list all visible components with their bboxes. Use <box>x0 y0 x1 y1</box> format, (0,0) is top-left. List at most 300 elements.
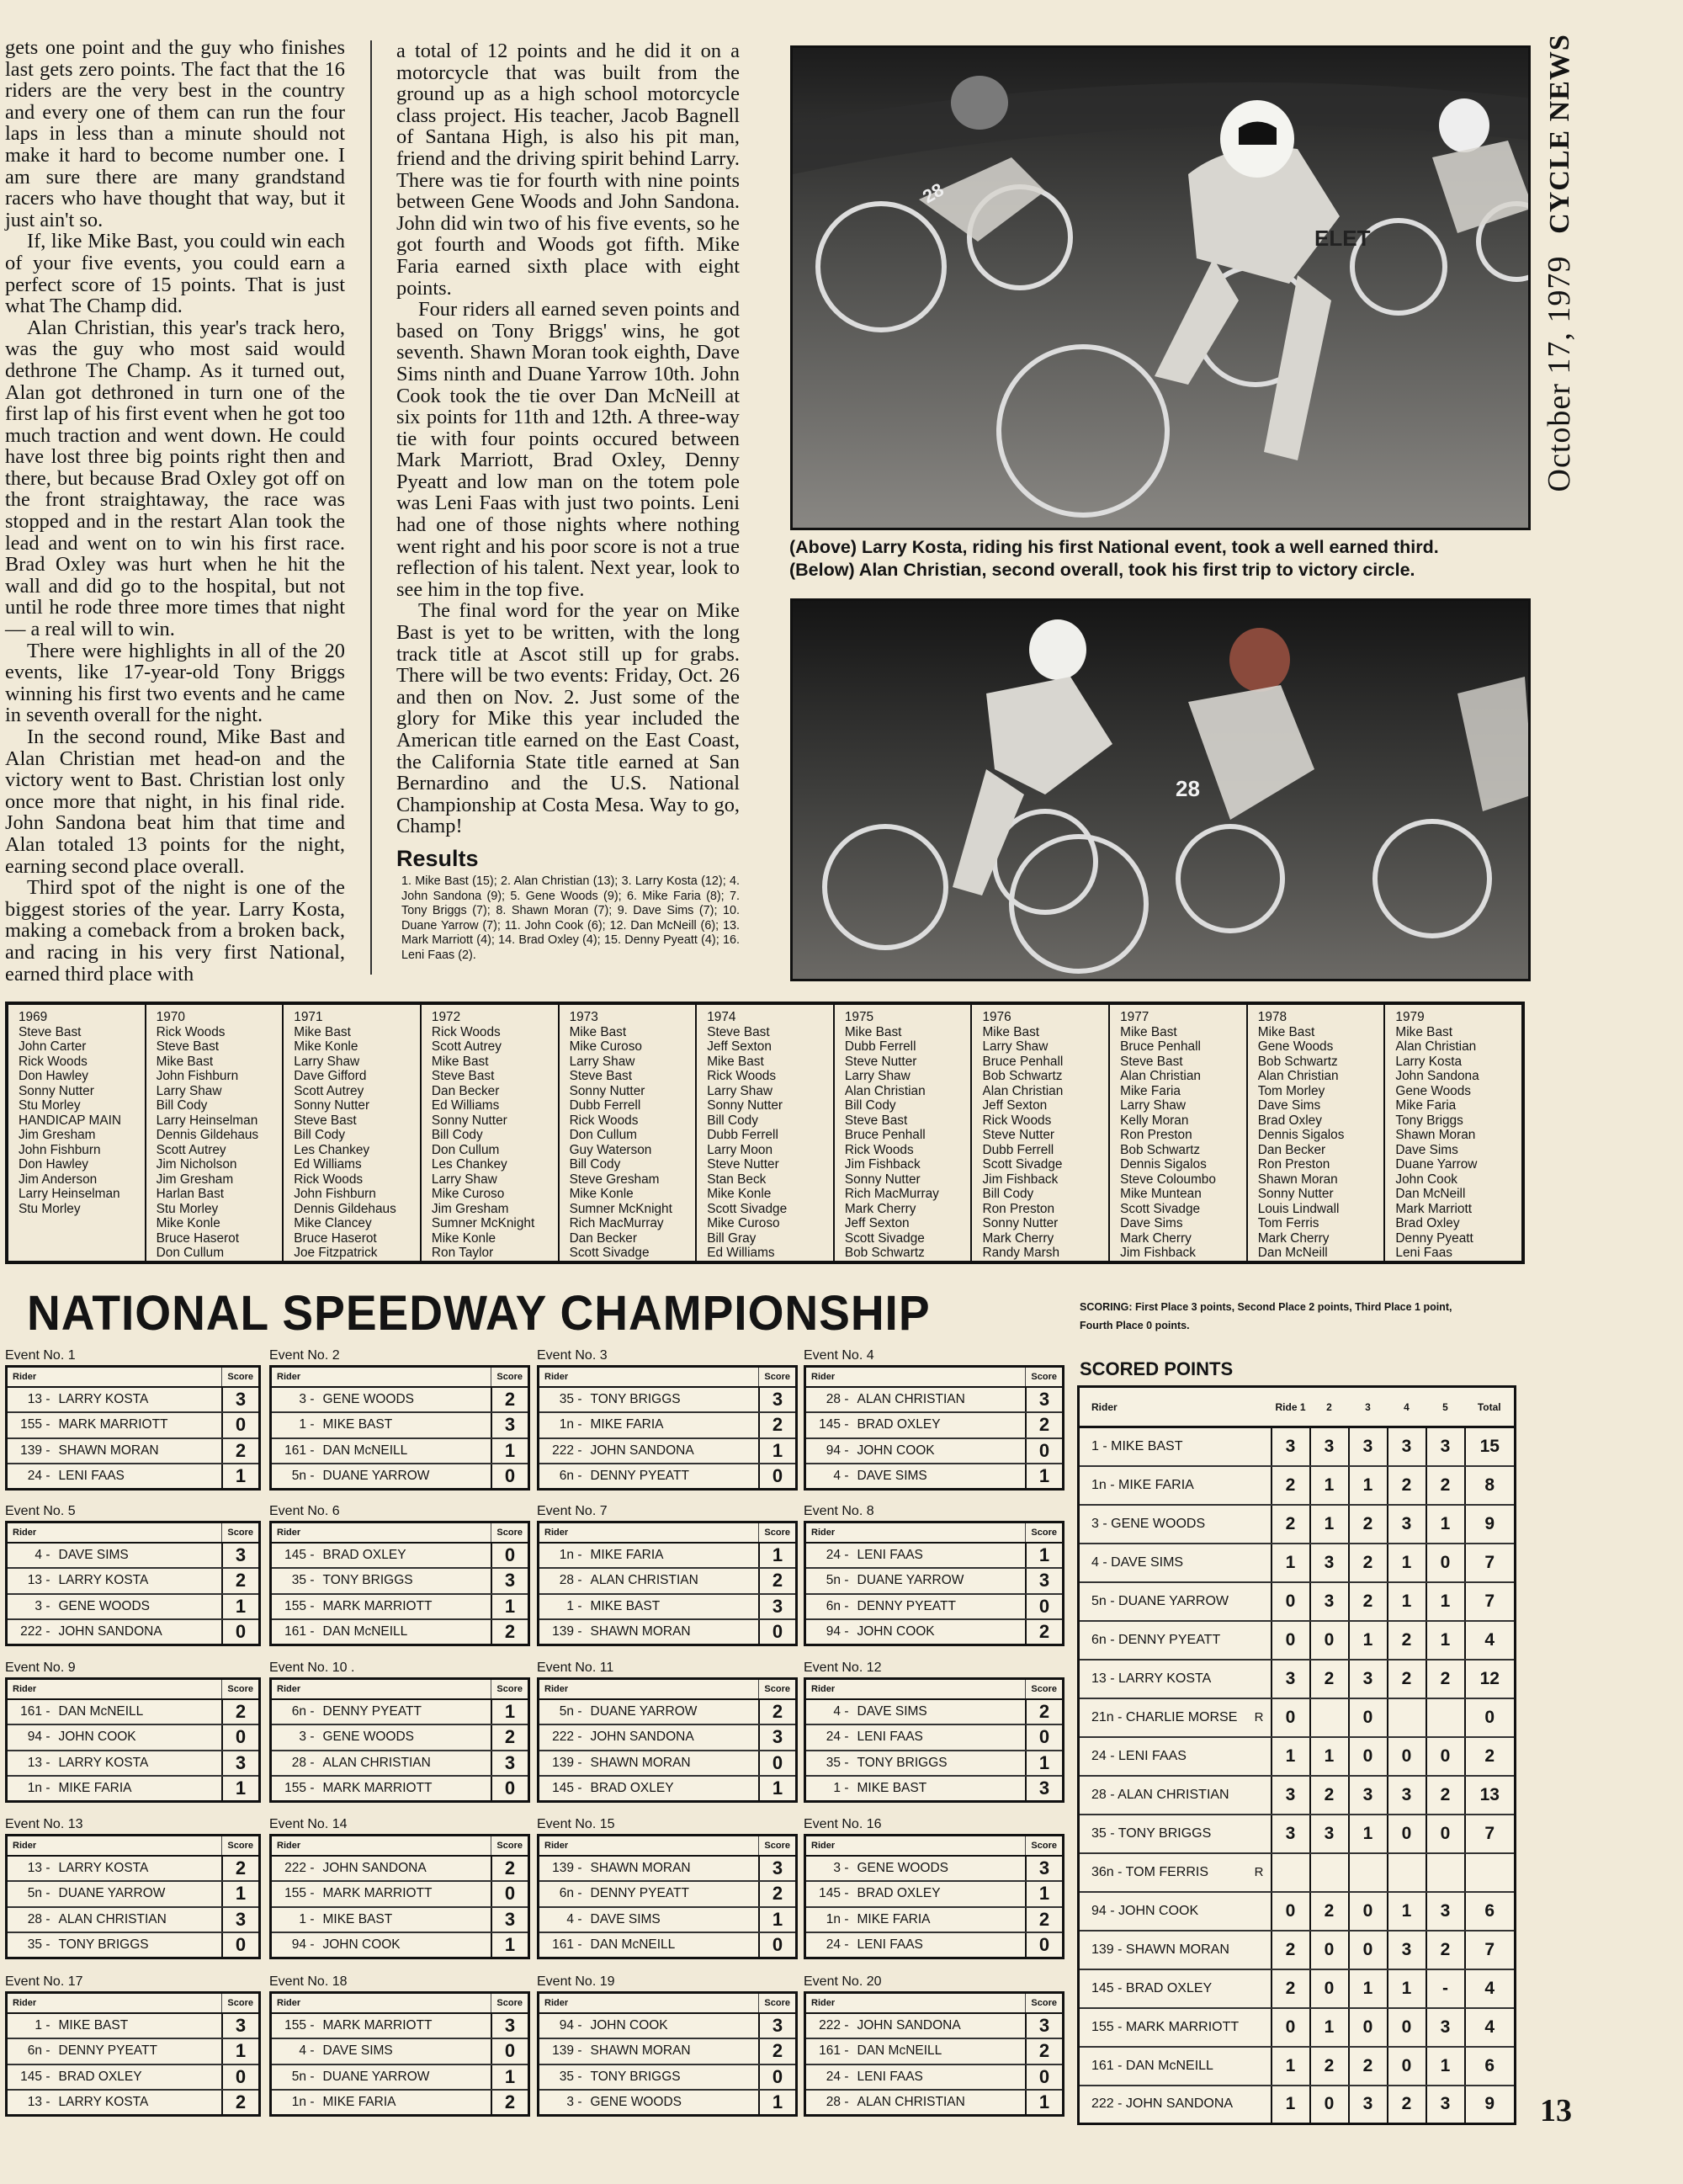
article-paragraph: Alan Christian, this year's track hero, was the guy who most said would dethrone The Champ. As it turned out, Alan got dethroned in turn one of the first lap of his first event when he got too much traction and went down. He could have lost three big points right then and there, but because Brad Oxley got off on the front straightaway, the race was stopped and in the restart Alan took the lead and went on to win his first race. Brad Oxley was hurt when he hit the wall and did go to the hospital, but not until he rode three more times that night — a real will to win. <box>5 316 345 641</box>
rider-number: 94 <box>1091 1903 1107 1918</box>
ride-points: 0 <box>1426 1544 1465 1582</box>
event-block <box>269 1502 530 1646</box>
points-row <box>1079 1621 1516 1660</box>
article-column-2 <box>396 40 740 964</box>
event-row <box>271 1412 529 1438</box>
rider-number: 161 - <box>7 1699 54 1725</box>
rider-name: Larry Heinselman <box>156 1113 258 1128</box>
event-row <box>271 1932 529 1958</box>
event-table <box>804 1677 1064 1803</box>
rider-entry <box>1079 1505 1248 1544</box>
rider-name: Sonny Nutter <box>982 1216 1059 1230</box>
event-row <box>7 2038 260 2064</box>
rider-header: Rider <box>7 1679 222 1699</box>
ride-points: 2 <box>1310 1776 1349 1815</box>
page-headline: NATIONAL SPEEDWAY CHAMPIONSHIP <box>27 1286 931 1341</box>
points-row <box>1079 1582 1516 1621</box>
ride-points: 3 <box>1426 1892 1465 1931</box>
rider-name: Sumner McKnight <box>569 1201 672 1216</box>
rider-name: JOHN SANDONA <box>1125 2096 1234 2112</box>
rider-name: Rick Woods <box>431 1024 501 1039</box>
rider-name: LARRY KOSTA <box>54 1568 222 1594</box>
rider-name: MARK MARRIOTT <box>1125 2019 1240 2034</box>
event-title: Event No. 4 <box>804 1348 874 1363</box>
plate-number-top-right: ELET <box>1314 226 1371 251</box>
total-points: 8 <box>1465 1466 1516 1505</box>
year-label: 1970 <box>156 1010 185 1024</box>
column-header: Total <box>1465 1387 1516 1427</box>
rider-score: 0 <box>491 1543 529 1569</box>
rider-number: 1 <box>1091 1438 1099 1453</box>
rider-score: 0 <box>1026 1932 1064 1958</box>
rider-name: LARRY KOSTA <box>54 1751 222 1777</box>
scored-points-title: SCORED POINTS <box>1080 1358 1234 1379</box>
rider-score: 1 <box>222 1464 260 1490</box>
rider-name: JOHN SANDONA <box>54 1619 222 1645</box>
score-header: Score <box>491 1836 529 1856</box>
rider-name: DAN McNEILL <box>318 1438 491 1464</box>
rider-score: 2 <box>1026 1699 1064 1725</box>
event-table <box>537 1834 798 1959</box>
ride-points: 0 <box>1272 1892 1310 1931</box>
year-label: 1978 <box>1257 1010 1287 1024</box>
ride-points: 3 <box>1272 1776 1310 1815</box>
rider-number: 6n - <box>539 1464 586 1490</box>
rider-name: JOHN COOK <box>318 1932 491 1958</box>
rider-entry <box>1079 1853 1248 1892</box>
rider-name: BRAD OXLEY <box>1125 1980 1213 1995</box>
event-row <box>271 1751 529 1777</box>
rider-name: Larry Shaw <box>1120 1098 1186 1113</box>
points-row <box>1079 2047 1516 2086</box>
rider-score: 3 <box>1026 1387 1064 1413</box>
event-row <box>539 1438 797 1464</box>
rider-score: 2 <box>759 2038 797 2064</box>
rider-number: 35 - <box>805 1751 852 1777</box>
ride-points: 3 <box>1349 2086 1388 2124</box>
total-points: 4 <box>1465 2008 1516 2047</box>
rider-name: Gene Woods <box>1257 1039 1334 1054</box>
rider-name: Mark Cherry <box>1120 1230 1192 1246</box>
event-row <box>7 1776 260 1802</box>
total-points <box>1465 1853 1516 1892</box>
rider-score: 3 <box>1026 2013 1064 2039</box>
total-points: 13 <box>1465 1776 1516 1815</box>
event-row <box>805 1412 1064 1438</box>
event-title: Event No. 15 <box>537 1817 615 1831</box>
rider-name: Steve Bast <box>431 1069 495 1083</box>
rider-score: 2 <box>1026 1907 1064 1933</box>
event-block <box>804 1659 1064 1803</box>
rider-name: Bruce Haserot <box>294 1230 377 1246</box>
event-row <box>539 1594 797 1620</box>
rider-name: Sonny Nutter <box>431 1113 507 1128</box>
ride-points <box>1310 1853 1349 1892</box>
rider-name: Steve Nutter <box>844 1054 917 1069</box>
event-row <box>805 1724 1064 1751</box>
rider-name: ALAN CHRISTIAN <box>318 1751 491 1777</box>
event-title: Event No. 13 <box>5 1817 83 1831</box>
event-table <box>5 1991 261 2117</box>
rider-score: 3 <box>759 2013 797 2039</box>
event-row <box>805 1543 1064 1569</box>
rider-name: DENNY PYEATT <box>318 1699 491 1725</box>
rider-name: Shawn Moran <box>1395 1128 1476 1142</box>
total-points: 4 <box>1465 1621 1516 1660</box>
ride-points: 0 <box>1310 1969 1349 2008</box>
separator: - <box>1098 1554 1112 1570</box>
separator: - <box>1106 1671 1119 1686</box>
rider-number: 94 - <box>805 1438 852 1464</box>
reserve-flag <box>1248 2008 1272 2047</box>
rider-name: TONY BRIGGS <box>54 1932 222 1958</box>
event-row <box>539 1568 797 1594</box>
rider-number: 28 - <box>539 1568 586 1594</box>
rider-number: 155 - <box>271 2013 318 2039</box>
year-label: 1971 <box>294 1010 323 1024</box>
score-header: Score <box>491 1367 529 1387</box>
event-row <box>271 2064 529 2091</box>
plate-number-bottom: 28 <box>1176 776 1200 801</box>
rider-name: MARK MARRIOTT <box>318 2013 491 2039</box>
rider-name: Bill Cody <box>707 1113 758 1128</box>
rider-number: 35 - <box>539 1387 586 1413</box>
rider-score: 2 <box>759 1699 797 1725</box>
rider-name: Larry Shaw <box>707 1083 773 1098</box>
rider-number: 161 - <box>539 1932 586 1958</box>
event-block <box>269 1347 530 1491</box>
event-title: Event No. 16 <box>804 1817 882 1831</box>
rider-name: Don Cullum <box>431 1142 500 1157</box>
article-column-1 <box>5 37 345 985</box>
ride-points: 2 <box>1349 1582 1388 1621</box>
rider-name: BRAD OXLEY <box>318 1543 491 1569</box>
rider-name: Jeff Sexton <box>982 1098 1048 1113</box>
separator: - <box>1113 1942 1126 1957</box>
rider-name: LENI FAAS <box>852 1724 1026 1751</box>
article-paragraph: In the second round, Mike Bast and Alan Christian met head-on and the victory went to Bast. Christian lost only once more that night, in his final ride. John Sandona beat him that time and Alan totaled 13 points for the night, earning second place overall. <box>5 725 345 878</box>
ride-points: 3 <box>1349 1776 1388 1815</box>
champions-year-1972 <box>422 1005 560 1261</box>
ride-points: 1 <box>1349 1621 1388 1660</box>
reserve-flag <box>1248 1427 1272 1466</box>
ride-points: 2 <box>1388 1621 1426 1660</box>
champions-year-1978 <box>1248 1005 1386 1261</box>
event-row <box>271 1856 529 1882</box>
ride-points: 3 <box>1310 1544 1349 1582</box>
rider-header: Rider <box>539 1993 759 2013</box>
event-row <box>539 2090 797 2116</box>
event-block <box>269 1815 530 1959</box>
rider-name: Dave Sims <box>1395 1142 1458 1157</box>
rider-name: Brad Oxley <box>1395 1216 1460 1230</box>
rider-number: 35 - <box>7 1932 54 1958</box>
rider-score: 0 <box>491 2038 529 2064</box>
ride-points: 2 <box>1426 1660 1465 1698</box>
rider-name: DENNY PYEATT <box>852 1594 1026 1620</box>
rider-header: Rider <box>539 1679 759 1699</box>
event-row <box>539 2064 797 2091</box>
rider-name: John Fishburn <box>19 1142 101 1157</box>
rider-name: TONY BRIGGS <box>852 1751 1026 1777</box>
ride-points: 3 <box>1426 2008 1465 2047</box>
rider-entry <box>1079 1892 1248 1931</box>
rider-number: 1n - <box>7 1776 54 1802</box>
ride-points: 3 <box>1310 1582 1349 1621</box>
ride-points: 3 <box>1272 1427 1310 1466</box>
article-paragraph: gets one point and the guy who finishes last gets zero points. The fact that the 16 riders are the very best in the country and every one of them can run the four laps in less than a minute should not make it hard to become number one. I am sure there are many grandstand racers who have thought that way, but it just ain't so. <box>5 36 345 231</box>
ride-points <box>1388 1698 1426 1737</box>
rider-number: 13 - <box>7 1751 54 1777</box>
event-row <box>7 2090 260 2116</box>
rider-score: 1 <box>759 2090 797 2116</box>
rider-name: Larry Heinselman <box>19 1187 120 1201</box>
separator: - <box>1098 1516 1112 1531</box>
rider-number: 3 - <box>7 1594 54 1620</box>
event-row <box>271 2038 529 2064</box>
rider-name: Ron Preston <box>1120 1128 1192 1142</box>
rider-number: 3 - <box>271 1387 318 1413</box>
rider-name: MIKE FARIA <box>1118 1477 1194 1492</box>
rider-score: 0 <box>222 2064 260 2091</box>
ride-points: 2 <box>1426 1776 1465 1815</box>
rider-name: Alan Christian <box>1257 1069 1339 1083</box>
rider-entry <box>1079 1466 1248 1505</box>
rider-number: 6n <box>1091 1632 1107 1647</box>
rider-name: Mike Bast <box>1120 1024 1177 1039</box>
rider-number: 1 - <box>271 1412 318 1438</box>
event-block <box>5 1347 261 1491</box>
rider-name: Guy Waterson <box>569 1142 652 1157</box>
ride-points: 3 <box>1426 1427 1465 1466</box>
rider-number: 222 - <box>271 1856 318 1882</box>
rider-number: 21n <box>1091 1709 1114 1724</box>
year-label: 1974 <box>707 1010 736 1024</box>
total-points: 7 <box>1465 1815 1516 1853</box>
separator: - <box>1106 1825 1118 1841</box>
year-label: 1969 <box>19 1010 48 1024</box>
rider-name: Sonny Nutter <box>294 1098 370 1113</box>
rider-name: Rich MacMurray <box>844 1187 939 1201</box>
rider-name: Alan Christian <box>982 1083 1064 1098</box>
rider-name: Rick Woods <box>844 1142 914 1157</box>
rider-entry <box>1079 1737 1248 1776</box>
ride-points: 2 <box>1349 1505 1388 1544</box>
rider-name: JOHN COOK <box>586 2013 759 2039</box>
total-points: 6 <box>1465 2047 1516 2086</box>
rider-score: 3 <box>491 1568 529 1594</box>
rider-score: 0 <box>759 1464 797 1490</box>
rider-name: Brad Oxley <box>1257 1113 1322 1128</box>
ride-points: 3 <box>1272 1660 1310 1698</box>
rider-name: Bruce Penhall <box>844 1128 926 1142</box>
ride-points: 1 <box>1388 1892 1426 1931</box>
rider-name: DAN McNEILL <box>852 2038 1026 2064</box>
ride-points: 0 <box>1388 2008 1426 2047</box>
event-table <box>5 1521 261 1646</box>
ride-points: 3 <box>1426 2086 1465 2124</box>
rider-score: 3 <box>491 1412 529 1438</box>
rider-number: 6n - <box>7 2038 54 2064</box>
rider-name: JOHN COOK <box>852 1438 1026 1464</box>
separator: - <box>1106 1903 1119 1918</box>
score-header: Score <box>1026 1522 1064 1543</box>
event-block <box>269 1659 530 1803</box>
rider-score: 3 <box>1026 1776 1064 1802</box>
publication-name: CYCLE NEWS <box>1544 34 1575 234</box>
rider-header: Rider <box>271 1993 491 2013</box>
rider-name: Les Chankey <box>431 1157 507 1172</box>
rider-name: Don Cullum <box>569 1128 637 1142</box>
rider-name: Dan Becker <box>569 1230 637 1246</box>
rider-name: Rick Woods <box>156 1024 226 1039</box>
rider-name: Steve Bast <box>569 1069 632 1083</box>
rider-name: Dubb Ferrell <box>982 1142 1054 1157</box>
photo-larry-kosta <box>790 45 1531 530</box>
event-table <box>5 1834 261 1959</box>
rider-name: Mike Curoso <box>707 1216 780 1230</box>
rider-number: 5n - <box>805 1568 852 1594</box>
rider-name: Bill Gray <box>707 1230 757 1246</box>
rider-number: 145 - <box>7 2064 54 2091</box>
event-table <box>537 1991 798 2117</box>
event-block <box>5 1973 261 2117</box>
rider-name: Rich MacMurray <box>569 1216 664 1230</box>
rider-number: 155 - <box>271 1776 318 1802</box>
event-title: Event No. 9 <box>5 1661 76 1675</box>
rider-score: 1 <box>1026 1543 1064 1569</box>
rider-score: 2 <box>491 1387 529 1413</box>
rider-name: Mike Clancey <box>294 1216 372 1230</box>
event-title: Event No. 3 <box>537 1348 608 1363</box>
scoring-note <box>1080 1298 1534 1335</box>
rider-name: Jim Gresham <box>431 1201 509 1216</box>
rider-number: 6n - <box>805 1594 852 1620</box>
points-row <box>1079 1660 1516 1698</box>
ride-points: 0 <box>1349 1737 1388 1776</box>
event-block <box>804 1502 1064 1646</box>
rider-header: Rider <box>7 1836 222 1856</box>
rider-name: Alan Christian <box>844 1083 926 1098</box>
rider-name: MIKE FARIA <box>318 2090 491 2116</box>
points-row <box>1079 1698 1516 1737</box>
ride-points <box>1349 1853 1388 1892</box>
rider-name: Scott Autrey <box>156 1142 226 1157</box>
event-row <box>539 1751 797 1777</box>
champions-year-1975 <box>835 1005 973 1261</box>
champions-year-1970 <box>146 1005 284 1261</box>
rider-name: LENI FAAS <box>1118 1748 1187 1763</box>
ride-points: 3 <box>1388 1427 1426 1466</box>
rider-name: Duane Yarrow <box>1395 1157 1478 1172</box>
rider-score: 0 <box>491 1776 529 1802</box>
ride-points: 1 <box>1272 1544 1310 1582</box>
separator: - <box>1098 1438 1112 1453</box>
reserve-flag <box>1248 1505 1272 1544</box>
rider-name: Mike Curoso <box>569 1039 642 1054</box>
rider-number: 24 - <box>805 1932 852 1958</box>
rider-name: Alan Christian <box>1395 1039 1477 1054</box>
ride-points: 0 <box>1310 2086 1349 2124</box>
caption-above: (Above) Larry Kosta, riding his first National event, took a well earned third. <box>789 537 1439 557</box>
rider-name: Rick Woods <box>19 1054 88 1069</box>
events-grid <box>5 1347 1069 2155</box>
rider-name: GENE WOODS <box>586 2090 759 2116</box>
total-points: 9 <box>1465 1505 1516 1544</box>
rider-name: TONY BRIGGS <box>318 1568 491 1594</box>
rider-name: Mike Faria <box>1120 1083 1181 1098</box>
total-points: 0 <box>1465 1698 1516 1737</box>
score-header: Score <box>222 1679 260 1699</box>
rider-name: Dubb Ferrell <box>707 1128 778 1142</box>
rider-score: 3 <box>1026 1568 1064 1594</box>
ride-points: 1 <box>1272 2047 1310 2086</box>
rider-name: Mike Konle <box>156 1216 220 1230</box>
event-table <box>269 1365 530 1491</box>
rider-name: Jim Anderson <box>19 1172 98 1187</box>
rider-name: Bruce Penhall <box>982 1054 1064 1069</box>
rider-score: 3 <box>759 1594 797 1620</box>
rider-name: DENNY PYEATT <box>586 1464 759 1490</box>
rider-number: 35 - <box>271 1568 318 1594</box>
rider-number: 35 - <box>539 2064 586 2091</box>
rider-name: Larry Shaw <box>294 1054 360 1069</box>
rider-score: 0 <box>759 1619 797 1645</box>
separator: - <box>1106 1593 1119 1608</box>
ride-points: 1 <box>1272 2086 1310 2124</box>
separator: - <box>1113 1709 1126 1724</box>
rider-number: 161 <box>1091 2058 1114 2073</box>
rider-name: Mike Konle <box>707 1187 772 1201</box>
rider-name: Mike Bast <box>294 1024 351 1039</box>
rider-name: JOHN SANDONA <box>852 2013 1026 2039</box>
rider-name: Mike Konle <box>569 1187 634 1201</box>
ride-points: 2 <box>1388 1466 1426 1505</box>
rider-name: Dan Becker <box>431 1083 500 1098</box>
event-row <box>271 1543 529 1569</box>
rider-name: SHAWN MORAN <box>586 1751 759 1777</box>
rider-name: DUANE YARROW <box>318 1464 491 1490</box>
rider-name: Bill Cody <box>569 1157 621 1172</box>
reserve-flag <box>1248 1466 1272 1505</box>
article-paragraph: a total of 12 points and he did it on a motorcycle that was built from the ground up as a high school motorcycle class project. His teacher, Jacob Bagnell of Santana High, is also his pit man, friend and the driving spirit behind Larry. There was tie for fourth with nine points between Gene Woods and John Sandona. John did win two of his five events, so he got fourth and Woods got fifth. Mike Faria earned sixth place with eight points. <box>396 40 740 300</box>
year-label: 1972 <box>431 1010 461 1024</box>
ride-points: 2 <box>1272 1931 1310 1969</box>
rider-name: Mike Bast <box>431 1054 489 1069</box>
rider-score: 2 <box>1026 1412 1064 1438</box>
event-table <box>269 1991 530 2117</box>
event-title: Event No. 2 <box>269 1348 340 1363</box>
separator: - <box>1106 1748 1119 1763</box>
rider-score: 2 <box>1026 2038 1064 2064</box>
rider-score: 1 <box>491 1932 529 1958</box>
rider-name: Steve Bast <box>1120 1054 1183 1069</box>
event-row <box>271 1724 529 1751</box>
rider-name: JOHN SANDONA <box>586 1438 759 1464</box>
rider-name: Mike Faria <box>1395 1098 1457 1113</box>
ride-points: 1 <box>1388 1969 1426 2008</box>
rider-name: Sonny Nutter <box>569 1083 645 1098</box>
total-points: 2 <box>1465 1737 1516 1776</box>
points-row <box>1079 1931 1516 1969</box>
event-row <box>805 1568 1064 1594</box>
score-header: Score <box>491 1993 529 2013</box>
event-row <box>271 1438 529 1464</box>
rider-header: Rider <box>271 1522 491 1543</box>
ride-points: - <box>1426 1969 1465 2008</box>
rider-name: Tony Briggs <box>1395 1113 1463 1128</box>
rider-entry <box>1079 1582 1248 1621</box>
